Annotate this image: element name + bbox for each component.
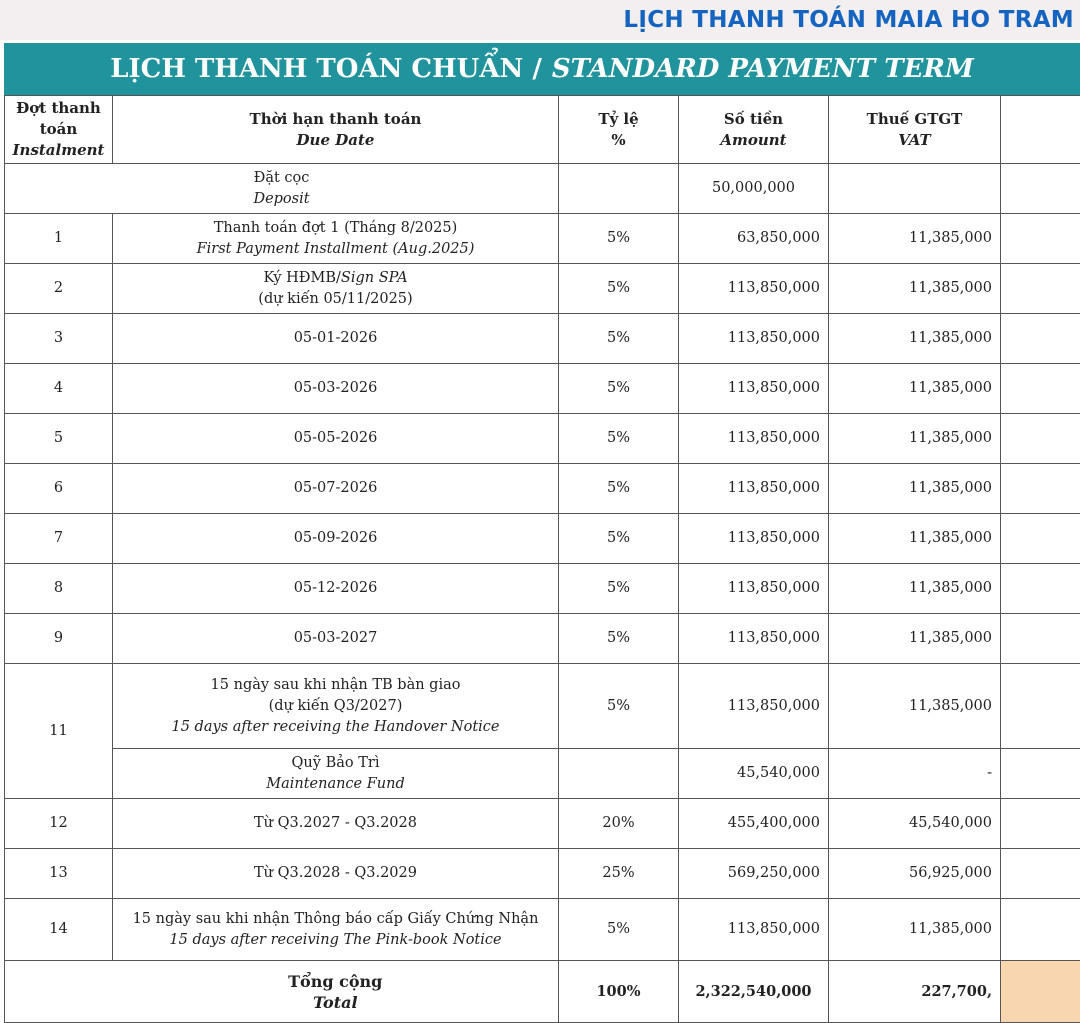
instalment-number: 2 xyxy=(5,264,113,314)
rate-cell: 5% xyxy=(559,899,679,961)
amount-cell: 113,850,000 xyxy=(679,564,829,614)
amount-cell: 113,850,000 xyxy=(679,364,829,414)
table-row xyxy=(5,214,1080,264)
amount-cell: 113,850,000 xyxy=(679,414,829,464)
deposit-vat xyxy=(829,164,1001,214)
header-instalment: Đợt thanh toán Instalment xyxy=(5,96,113,164)
vat-cell: 11,385,000 xyxy=(829,514,1001,564)
deposit-rate xyxy=(559,164,679,214)
due-date-cell: Thanh toán đợt 1 (Tháng 8/2025) First Payment Installment (Aug.2025) xyxy=(113,214,559,264)
table-row xyxy=(5,314,1080,364)
total-rate: 100% xyxy=(559,961,679,1023)
extra-cell xyxy=(1001,464,1080,514)
table-row xyxy=(5,514,1080,564)
vat-cell: 11,385,000 xyxy=(829,414,1001,464)
table-header-row xyxy=(5,96,1080,164)
due-date-cell: 05-09-2026 xyxy=(113,514,559,564)
due-date-cell: Từ Q3.2028 - Q3.2029 xyxy=(113,849,559,899)
rate-cell: 20% xyxy=(559,799,679,849)
table-row xyxy=(5,264,1080,314)
payment-schedule-table xyxy=(4,95,1080,1023)
table-row xyxy=(5,849,1080,899)
extra-cell xyxy=(1001,664,1080,749)
amount-cell: 63,850,000 xyxy=(679,214,829,264)
header-vat: Thuế GTGT VAT xyxy=(829,96,1001,164)
amount-cell: 455,400,000 xyxy=(679,799,829,849)
rate-cell: 5% xyxy=(559,514,679,564)
vat-cell: 56,925,000 xyxy=(829,849,1001,899)
deposit-amount: 50,000,000 xyxy=(679,164,829,214)
amount-cell: 113,850,000 xyxy=(679,664,829,749)
rate-cell: 5% xyxy=(559,564,679,614)
table-row xyxy=(5,564,1080,614)
banner-title-en: STANDARD PAYMENT TERM xyxy=(552,54,974,84)
amount-cell: 45,540,000 xyxy=(679,749,829,799)
rate-cell: 5% xyxy=(559,614,679,664)
instalment-number: 14 xyxy=(5,899,113,961)
extra-cell xyxy=(1001,214,1080,264)
deposit-extra xyxy=(1001,164,1080,214)
instalment-number: 11 xyxy=(5,664,113,799)
total-extra-cell xyxy=(1001,961,1080,1023)
rate-cell: 5% xyxy=(559,464,679,514)
instalment-number: 13 xyxy=(5,849,113,899)
extra-cell xyxy=(1001,849,1080,899)
table-row xyxy=(5,799,1080,849)
vat-cell: 11,385,000 xyxy=(829,564,1001,614)
amount-cell: 113,850,000 xyxy=(679,264,829,314)
vat-cell: 11,385,000 xyxy=(829,214,1001,264)
rate-cell: 5% xyxy=(559,664,679,749)
extra-cell xyxy=(1001,364,1080,414)
rate-cell: 25% xyxy=(559,849,679,899)
table-row-deposit xyxy=(5,164,1080,214)
total-amount: 2,322,540,000 xyxy=(679,961,829,1023)
total-stub xyxy=(5,961,113,1023)
vat-cell: 11,385,000 xyxy=(829,264,1001,314)
extra-cell xyxy=(1001,264,1080,314)
due-date-cell: 05-01-2026 xyxy=(113,314,559,364)
due-date-cell: 15 ngày sau khi nhận TB bàn giao (dự kiến Q3/2027) 15 days after receiving the Handover Notice xyxy=(113,664,559,749)
extra-cell xyxy=(1001,899,1080,961)
table-row-total xyxy=(5,961,1080,1023)
table-row-11 xyxy=(5,664,1080,749)
extra-cell xyxy=(1001,314,1080,364)
table-row-maintenance-fund xyxy=(5,749,1080,799)
due-date-cell: Ký HĐMB/Sign SPA (dự kiến 05/11/2025) xyxy=(113,264,559,314)
vat-cell: 11,385,000 xyxy=(829,899,1001,961)
vat-cell: 11,385,000 xyxy=(829,664,1001,749)
instalment-number: 4 xyxy=(5,364,113,414)
header-amount: Số tiền Amount xyxy=(679,96,829,164)
due-date-cell: Từ Q3.2027 - Q3.2028 xyxy=(113,799,559,849)
total-label: Tổng cộng Total xyxy=(113,961,559,1023)
maintenance-fund-label: Quỹ Bảo Trì Maintenance Fund xyxy=(113,749,559,799)
due-date-cell: 05-03-2027 xyxy=(113,614,559,664)
amount-cell: 113,850,000 xyxy=(679,314,829,364)
rate-cell: 5% xyxy=(559,364,679,414)
due-date-cell: 05-03-2026 xyxy=(113,364,559,414)
table-row xyxy=(5,899,1080,961)
amount-cell: 113,850,000 xyxy=(679,614,829,664)
banner-title-vn: LỊCH THANH TOÁN CHUẨN / xyxy=(110,54,542,84)
instalment-number: 7 xyxy=(5,514,113,564)
table-row xyxy=(5,414,1080,464)
amount-cell: 113,850,000 xyxy=(679,514,829,564)
amount-cell: 113,850,000 xyxy=(679,464,829,514)
instalment-number: 3 xyxy=(5,314,113,364)
due-date-cell: 15 ngày sau khi nhận Thông báo cấp Giấy Chứng Nhận 15 days after receiving The Pink-book Notice xyxy=(113,899,559,961)
table-row xyxy=(5,614,1080,664)
table-row xyxy=(5,464,1080,514)
rate-cell: 5% xyxy=(559,214,679,264)
brand-title: LỊCH THANH TOÁN MAIA HO TRAM xyxy=(623,7,1074,33)
extra-cell xyxy=(1001,414,1080,464)
rate-cell: 5% xyxy=(559,264,679,314)
instalment-number: 5 xyxy=(5,414,113,464)
vat-cell: 11,385,000 xyxy=(829,364,1001,414)
header-rate: Tỷ lệ % xyxy=(559,96,679,164)
due-date-cell: 05-12-2026 xyxy=(113,564,559,614)
extra-cell xyxy=(1001,799,1080,849)
amount-cell: 113,850,000 xyxy=(679,899,829,961)
vat-cell: 11,385,000 xyxy=(829,464,1001,514)
rate-cell: 5% xyxy=(559,414,679,464)
table-banner xyxy=(4,43,1080,95)
due-date-cell: 05-07-2026 xyxy=(113,464,559,514)
header-due-date: Thời hạn thanh toán Due Date xyxy=(113,96,559,164)
rate-cell: 5% xyxy=(559,314,679,364)
instalment-number: 6 xyxy=(5,464,113,514)
due-date-cell: 05-05-2026 xyxy=(113,414,559,464)
header-extra-column xyxy=(1001,96,1080,164)
extra-cell xyxy=(1001,564,1080,614)
extra-cell xyxy=(1001,514,1080,564)
vat-cell: 11,385,000 xyxy=(829,314,1001,364)
instalment-number: 1 xyxy=(5,214,113,264)
vat-cell: 11,385,000 xyxy=(829,614,1001,664)
amount-cell: 569,250,000 xyxy=(679,849,829,899)
table-row xyxy=(5,364,1080,414)
deposit-label: Đặt cọc Deposit xyxy=(5,164,559,214)
instalment-number: 8 xyxy=(5,564,113,614)
extra-cell xyxy=(1001,749,1080,799)
vat-cell: 45,540,000 xyxy=(829,799,1001,849)
instalment-number: 9 xyxy=(5,614,113,664)
extra-cell xyxy=(1001,614,1080,664)
instalment-number: 12 xyxy=(5,799,113,849)
rate-cell xyxy=(559,749,679,799)
vat-cell: - xyxy=(829,749,1001,799)
total-vat: 227,700, xyxy=(829,961,1001,1023)
